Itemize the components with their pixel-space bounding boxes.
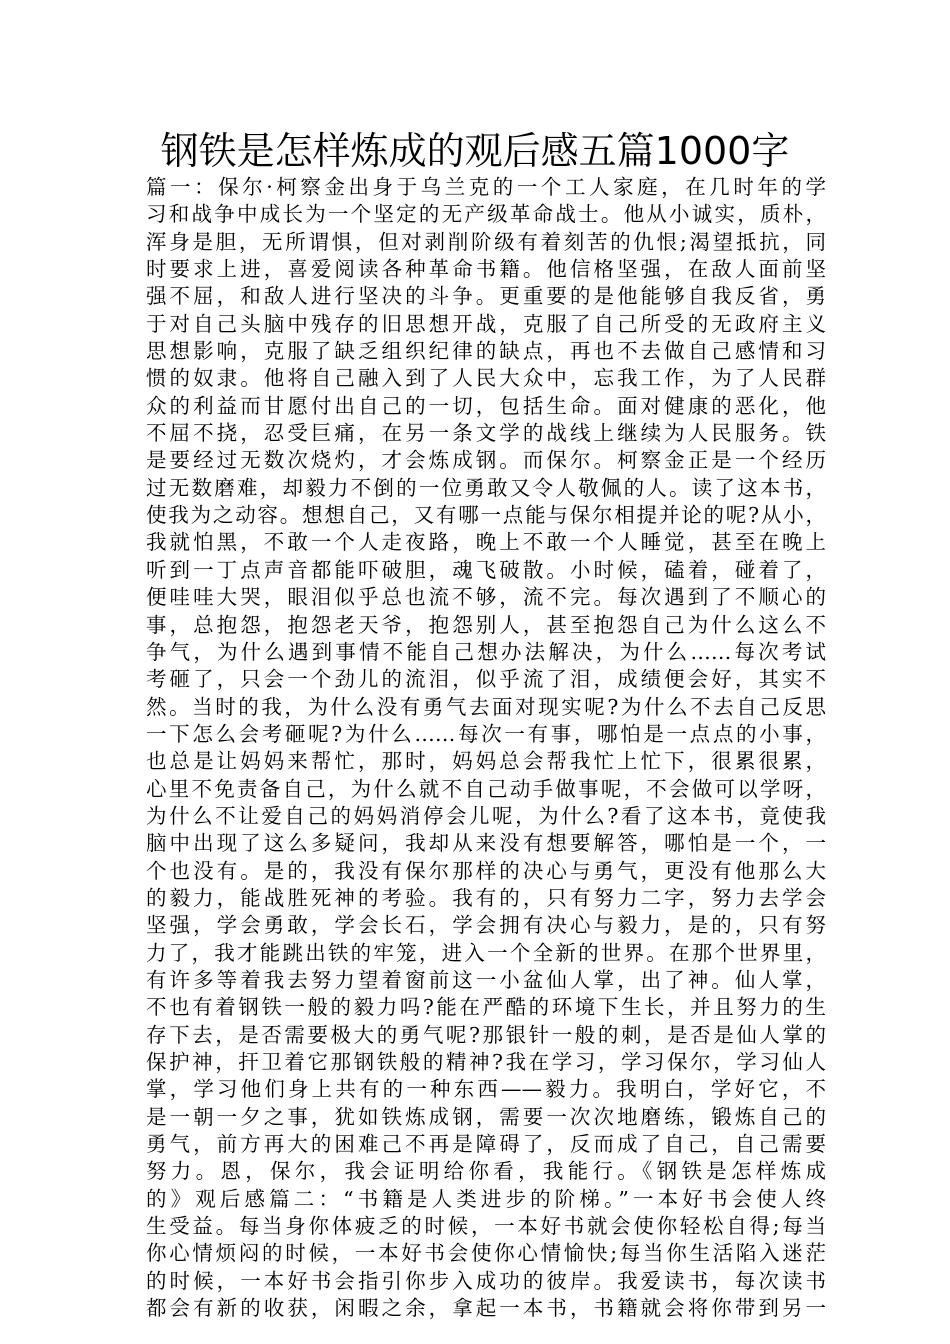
body-line: 便哇哇大哭，眼泪似乎总也流不够，流不完。每次遇到了不顺心的: [146, 585, 826, 610]
body-line: 争气，为什么遇到事情不能自己想办法解决，为什么……每次考试: [146, 639, 826, 664]
body-line: 努力。恩，保尔，我会证明给你看，我能行。《钢铁是怎样炼成: [146, 1159, 826, 1184]
body-line: 过无数磨难，却毅力不倒的一位勇敢又令人敬佩的人。读了这本书，: [146, 475, 826, 500]
body-line: 浑身是胆，无所谓惧，但对剥削阶级有着刻苦的仇恨;渴望抵抗，同: [146, 229, 826, 254]
body-line: 的毅力，能战胜死神的考验。我有的，只有努力二字，努力去学会: [146, 885, 826, 910]
body-line: 脑中出现了这么多疑问，我却从来没有想要解答，哪怕是一个，一: [146, 831, 826, 856]
body-line: 掌，学习他们身上共有的一种东西——毅力。我明白，学好它，不: [146, 1077, 826, 1102]
body-line: 于对自己头脑中残存的旧思想开战，克服了自己所受的无政府主义: [146, 311, 826, 336]
body-line: 不屈不挠，忍受巨痛，在另一条文学的战线上继续为人民服务。铁: [146, 421, 826, 446]
body-line: 有许多等着我去努力望着窗前这一小盆仙人掌，出了神。仙人掌，: [146, 967, 826, 992]
body-line: 的时候，一本好书会指引你步入成功的彼岸。我爱读书，每次读书: [146, 1268, 826, 1293]
document-title: 钢铁是怎样炼成的观后感五篇1000字: [160, 129, 790, 173]
body-line: 不也有着钢铁一般的毅力吗?能在严酷的环境下生长，并且努力的生: [146, 995, 826, 1020]
body-line: 篇一：保尔·柯察金出身于乌兰克的一个工人家庭，在几时年的学: [146, 175, 826, 199]
body-line: 是要经过无数次烧灼，才会炼成钢。而保尔。柯察金正是一个经历: [146, 448, 826, 473]
body-line: 考砸了，只会一个劲儿的流泪，似乎流了泪，成绩便会好，其实不: [146, 667, 826, 692]
body-line: 习和战争中成长为一个坚定的无产级革命战士。他从小诚实，质朴，: [146, 202, 826, 227]
body-line: 也总是让妈妈来帮忙，那时，妈妈总会帮我忙上忙下，很累很累，: [146, 749, 826, 774]
body-line: 我就怕黑，不敢一个人走夜路，晚上不敢一个人睡觉，甚至在晚上: [146, 530, 826, 555]
body-line: 听到一丁点声音都能吓破胆，魂飞破散。小时候，磕着，碰着了，: [146, 557, 826, 582]
body-line: 思想影响，克服了缺乏组织纪律的缺点，再也不去做自己感情和习: [146, 339, 826, 364]
body-line: 强不屈，和敌人进行坚决的斗争。更重要的是他能够自我反省，勇: [146, 284, 826, 309]
body-line: 事，总抱怨，抱怨老天爷，抱怨别人，甚至抱怨自己为什么这么不: [146, 612, 826, 637]
body-line: 存下去，是否需要极大的勇气呢?那银针一般的刺，是否是仙人掌的: [146, 1022, 826, 1047]
body-line: 是一朝一夕之事，犹如铁炼成钢，需要一次次地磨练，锻炼自己的: [146, 1104, 826, 1129]
body-line: 使我为之动容。想想自己，又有哪一点能与保尔相提并论的呢?从小，: [146, 503, 826, 528]
document-body: [146, 174, 826, 1322]
body-line: 的》观后感篇二：“书籍是人类进步的阶梯。”一本好书会使人终: [146, 1186, 826, 1211]
body-line: 保护神，扞卫着它那钢铁般的精神?我在学习，学习保尔，学习仙人: [146, 1050, 826, 1074]
body-line: 你心情烦闷的时候，一本好书会使你心情愉快;每当你生活陷入迷茫: [146, 1241, 826, 1266]
body-line: 然。当时的我，为什么没有勇气去面对现实呢?为什么不去自己反思: [146, 694, 826, 719]
body-line: 心里不免责备自己，为什么就不自己动手做事呢，不会做可以学呀，: [146, 776, 826, 801]
body-line: 个也没有。是的，我没有保尔那样的决心与勇气，更没有他那么大: [146, 858, 826, 883]
body-line: 坚强，学会勇敢，学会长石，学会拥有决心与毅力，是的，只有努: [146, 913, 826, 938]
body-line: 时要求上进，喜爱阅读各种革命书籍。他信格坚强，在敌人面前坚: [146, 257, 826, 282]
body-line: 众的利益而甘愿付出自己的一切，包括生命。面对健康的恶化，他: [146, 393, 826, 418]
body-line: 生受益。每当身你体疲乏的时候，一本好书就会使你轻松自得;每当: [146, 1214, 826, 1239]
body-line: 勇气，前方再大的困难己不再是障碍了，反而成了自己，自己需要: [146, 1132, 826, 1157]
body-line: 一下怎么会考砸呢?为什么……每次一有事，哪怕是一点点的小事，: [146, 721, 826, 746]
body-line: 为什么不让爱自己的妈妈消停会儿呢，为什么?看了这本书，竟使我: [146, 803, 826, 828]
body-line: 惯的奴隶。他将自己融入到了人民大众中，忘我工作，为了人民群: [146, 366, 826, 391]
body-line: 力了，我才能跳出铁的牢笼，进入一个全新的世界。在那个世界里，: [146, 940, 826, 965]
body-line: 都会有新的收获，闲暇之余，拿起一本书，书籍就会将你带到另一: [146, 1296, 826, 1321]
